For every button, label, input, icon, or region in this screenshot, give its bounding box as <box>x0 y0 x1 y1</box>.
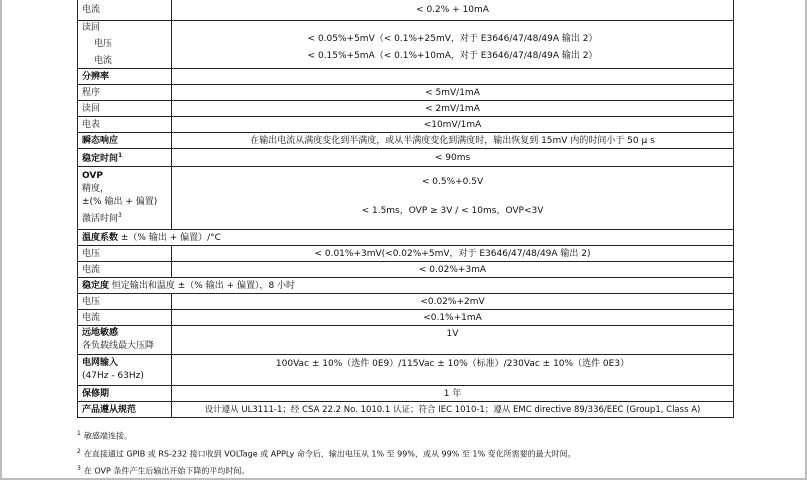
table-row <box>78 85 734 101</box>
footnote-text: 在 OVP 条件产生后输出开始下降的平均时间。 <box>83 466 250 476</box>
footnote <box>77 426 576 444</box>
resolution-meter-label: 电表 <box>78 117 172 133</box>
row-label: 电流 <box>78 0 172 21</box>
stability-voltage-label: 电压 <box>78 294 172 310</box>
remote-title: 远地敏感 <box>82 328 119 338</box>
table-row <box>78 262 734 278</box>
ovp-activation-label-wrap <box>82 209 167 226</box>
footnote-text: 敏感端连接。 <box>83 431 132 441</box>
spec-table <box>77 0 734 418</box>
table-row <box>78 149 734 167</box>
stability-current-label: 电流 <box>78 310 172 326</box>
table-row <box>78 167 734 230</box>
line-label-cell <box>78 355 172 386</box>
ovp-activation-value: < 1.5ms，OVP ≥ 3V / < 10ms，OVP<3V <box>361 206 544 216</box>
row-value: < 0.2% + 10mA <box>172 0 734 21</box>
tempco-current-value: < 0.02%+3mA <box>172 262 734 278</box>
readback-voltage-label: 电压 <box>94 38 113 49</box>
readback-title: 读回 <box>82 22 101 33</box>
transient-value: 在输出电流从满度变化到半满度，或从半满度变化到满度时，输出恢复到 15mV 内的时间小于 50 μ s <box>172 133 734 149</box>
left-border <box>0 0 2 480</box>
resolution-meter-value: <10mV/1mA <box>172 117 734 133</box>
stability-current-value: <0.1%+1mA <box>172 310 734 326</box>
table-row <box>78 355 734 386</box>
table-row <box>78 117 734 133</box>
compliance-title: 产品遵从规范 <box>78 402 172 418</box>
readback-voltage-value: < 0.05%+5mV（< 0.1%+25mV，对于 E3646/47/48/49A 输出 2） <box>307 33 598 44</box>
footnote <box>77 461 576 479</box>
readback-current-value: < 0.15%+5mA（< 0.1%+10mA，对于 E3646/47/48/49A 输出 2） <box>307 50 598 61</box>
readback-label-cell <box>78 21 172 69</box>
table-row <box>78 0 734 21</box>
footnote-text: 在直接通过 GPIB 或 RS-232 接口收到 VOLTage 或 APPLy 命令后，输出电压从 1% 至 99%，或从 99% 至 1% 变化所需要的最大时间。 <box>83 449 576 459</box>
stability-title-cell <box>78 278 734 294</box>
resolution-title: 分辨率 <box>78 69 172 85</box>
footnote <box>77 444 576 462</box>
table-row <box>78 310 734 326</box>
table-row <box>78 386 734 402</box>
tempco-voltage-label: 电压 <box>78 246 172 262</box>
resolution-program-label: 程序 <box>78 85 172 101</box>
table-row <box>78 278 734 294</box>
footnote-marker: 1 <box>118 152 123 159</box>
table-row <box>78 402 734 418</box>
ovp-accuracy-value: < 0.5%+0.5V <box>421 177 484 187</box>
ovp-label-cell <box>78 167 172 230</box>
readback-current-label: 电流 <box>94 55 113 66</box>
tempco-title-cell <box>78 230 734 246</box>
table-row <box>78 133 734 149</box>
table-row <box>78 230 734 246</box>
compliance-value: 设计遵从 UL3111-1；经 CSA 22.2 No. 1010.1 认证；符合 IEC 1010-1；遵从 EMC directive 89/336/EEC (Group1, Class A) <box>172 402 734 418</box>
stability-title-rest: 恒定输出和温度 ±（% 输出 + 偏置），8 小时 <box>111 280 296 291</box>
table-row <box>78 69 734 85</box>
stability-voltage-value: <0.02%+2mV <box>172 294 734 310</box>
table-row <box>78 246 734 262</box>
remote-label-cell <box>78 326 172 355</box>
footnote-number: 1 <box>77 430 81 437</box>
footnote-marker: 3 <box>118 212 122 219</box>
stability-title: 稳定度 <box>82 280 110 291</box>
table-row <box>78 101 734 117</box>
readback-value-cell <box>172 21 734 69</box>
footnote-number: 3 <box>77 465 81 473</box>
footnote-number: 2 <box>77 447 81 455</box>
warranty-title: 保修期 <box>78 386 172 402</box>
ovp-value-cell <box>172 167 734 230</box>
remote-value: 1V <box>172 326 734 355</box>
settling-title-cell <box>78 149 172 167</box>
transient-title: 瞬态响应 <box>78 133 172 149</box>
line-sub: (47Hz - 63Hz) <box>82 371 144 381</box>
ovp-title: OVP <box>82 171 103 181</box>
resolution-readback-label: 读回 <box>78 101 172 117</box>
ovp-accuracy-label: 精度， <box>82 184 110 194</box>
ovp-activation-label: 激活时间 <box>82 214 119 224</box>
table-row <box>78 326 734 355</box>
footnotes <box>77 426 576 479</box>
tempco-voltage-value: < 0.01%+3mV(<0.02%+5mV，对于 E3646/47/48/49A 输出 2) <box>172 246 734 262</box>
warranty-value: 1 年 <box>172 386 734 402</box>
resolution-program-value: < 5mV/1mA <box>172 85 734 101</box>
resolution-readback-value: < 2mV/1mA <box>172 101 734 117</box>
settling-title: 稳定时间 <box>82 154 119 164</box>
line-title: 电网输入 <box>82 358 119 368</box>
tempco-title: 温度系数 <box>82 232 119 243</box>
tempco-title-rest: ±（% 输出 + 偏置）/°C <box>120 232 221 243</box>
tempco-current-label: 电流 <box>78 262 172 278</box>
table-row <box>78 294 734 310</box>
settling-value: < 90ms <box>172 149 734 167</box>
ovp-accuracy-sub: ±(% 输出 + 偏置) <box>82 197 158 207</box>
remote-sub: 各负载线最大压降 <box>82 341 155 351</box>
table-row <box>78 21 734 69</box>
line-value: 100Vac ± 10%（选件 0E9）/115Vac ± 10%（标准）/230Vac ± 10%（选件 0E3） <box>172 355 734 386</box>
